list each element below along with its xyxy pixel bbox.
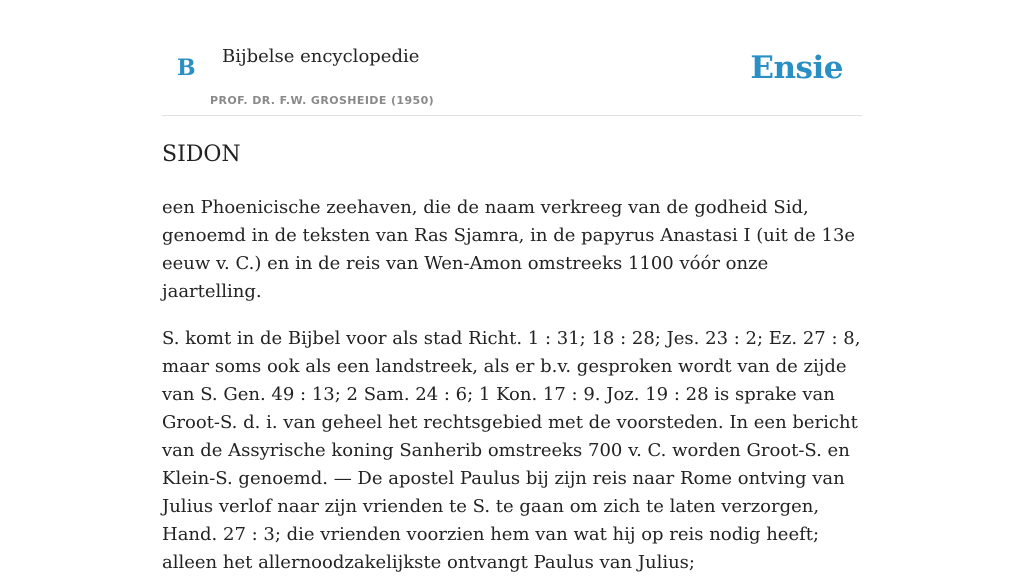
page-container — [162, 0, 862, 577]
book-author: PROF. DR. F.W. GROSHEIDE (1950) — [210, 94, 435, 107]
article-body — [162, 194, 862, 577]
article-paragraph: S. komt in de Bijbel voor als stad Richt. 1 : 31; 18 : 28; Jes. 23 : 2; Ez. 27 : 8, maar soms ook als een landstreek, als er b.v. gesproken wordt van de zijde van S. Gen. 49 : 13; 2 Sam. 24 : 6; 1 Kon. 17 : 9. Joz. 19 : 28 is sprake van Groot-S. d. i. van geheel het rechtsgebied met de voorsteden. In een bericht van de Assyrische koning Sanherib omstreeks 700 v. C. worden Groot-S. en Klein-S. genoemd. — De apostel Paulus bij zijn reis naar Rome ontving van Julius verlof naar zijn vrienden te S. te gaan om zich te laten verzorgen, Hand. 27 : 3; die vrienden voorzien hem van wat hij op reis nodig heeft; alleen het allernoodzakelijkste ontvangt Paulus van Julius; — [162, 328, 861, 573]
page-title: SIDON — [162, 142, 241, 167]
ensie-logo[interactable]: Ensie — [750, 50, 843, 86]
site-header — [162, 0, 862, 116]
book-title-link[interactable]: Bijbelse encyclopedie — [222, 46, 420, 67]
book-logo[interactable]: B — [177, 55, 196, 81]
article-paragraph: een Phoenicische zeehaven, die de naam verkreeg van de godheid Sid, genoemd in de teksten van Ras Sjamra, in de papyrus Anastasi I (uit de 13e eeuw v. C.) en in de reis van Wen-Amon omstreeks 1100 vóór onze jaartelling. — [162, 197, 856, 302]
